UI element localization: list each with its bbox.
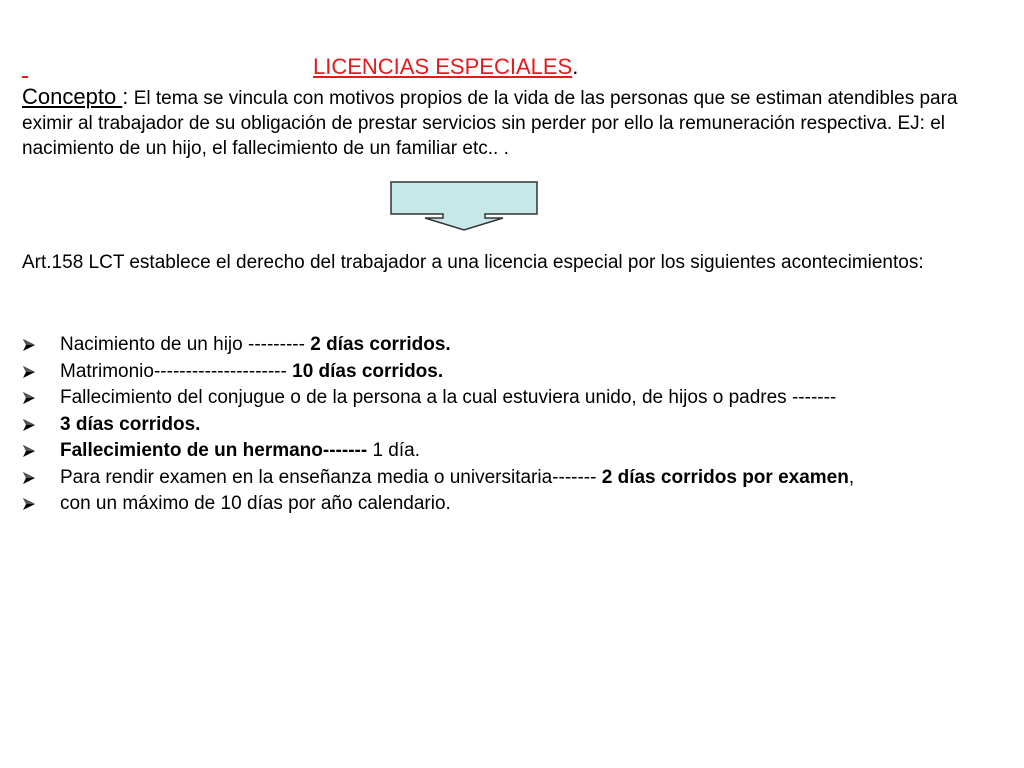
bullet-bold-text: 2 días corridos. xyxy=(310,334,451,355)
bullet-text: Para rendir examen en la enseñanza media o universitaria------- xyxy=(60,466,602,488)
bullet-list xyxy=(22,332,1017,518)
bullet-bold-text: 3 días corridos. xyxy=(60,413,201,435)
list-item xyxy=(22,332,1017,359)
title-line xyxy=(22,53,1012,81)
arrowhead-bullet-icon xyxy=(22,465,40,491)
arrowhead-bullet-icon xyxy=(22,359,40,385)
page-title-period: . xyxy=(572,54,579,79)
arrowhead-bullet-icon xyxy=(22,332,40,358)
bullet-text: Nacimiento de un hijo --------- xyxy=(60,334,311,355)
arrowhead-bullet-icon xyxy=(22,438,40,464)
list-item xyxy=(22,412,1017,439)
list-item xyxy=(22,359,1017,386)
bullet-bold-text: 10 días corridos. xyxy=(292,360,444,382)
bullet-text: Fallecimiento del conjugue o de la persona a la cual estuviera unido, de hijos o padres ------- xyxy=(60,387,837,408)
page-title xyxy=(313,53,578,81)
bullet-text: Matrimonio--------------------- xyxy=(60,360,293,382)
arrowhead-bullet-icon xyxy=(22,412,40,438)
bullet-tail-text: , xyxy=(848,466,855,488)
concept-text: El tema se vincula con motivos propios de la vida de las personas que se estiman atendibles para eximir al trabajador de su obligación de prestar servicios sin perder por ello la remuneración respectiva. EJ: el nacimiento de un hijo, el fallecimiento de un familiar etc.. . xyxy=(22,88,958,159)
concept-colon: : xyxy=(122,84,129,109)
down-arrow-icon xyxy=(390,181,538,231)
article-paragraph: Art.158 LCT establece el derecho del trabajador a una licencia especial por los siguientes acontecimientos: xyxy=(22,252,924,273)
concept-label: Concepto xyxy=(22,84,123,109)
arrowhead-bullet-icon xyxy=(22,385,40,411)
list-item xyxy=(22,491,1017,518)
bullet-bold-text: Fallecimiento de un hermano------- xyxy=(60,440,368,461)
concept-paragraph xyxy=(22,84,1012,161)
bullet-text: con un máximo de 10 días por año calendario. xyxy=(60,493,451,514)
list-item xyxy=(22,465,1017,492)
page-title-text: LICENCIAS ESPECIALES xyxy=(313,54,573,79)
bullet-tail-text: 1 día. xyxy=(367,440,421,461)
arrowhead-bullet-icon xyxy=(22,491,40,517)
title-underline-dash xyxy=(22,53,28,81)
list-item xyxy=(22,385,1017,412)
bullet-bold-text: 2 días corridos por examen xyxy=(601,466,849,488)
list-item xyxy=(22,438,1017,465)
